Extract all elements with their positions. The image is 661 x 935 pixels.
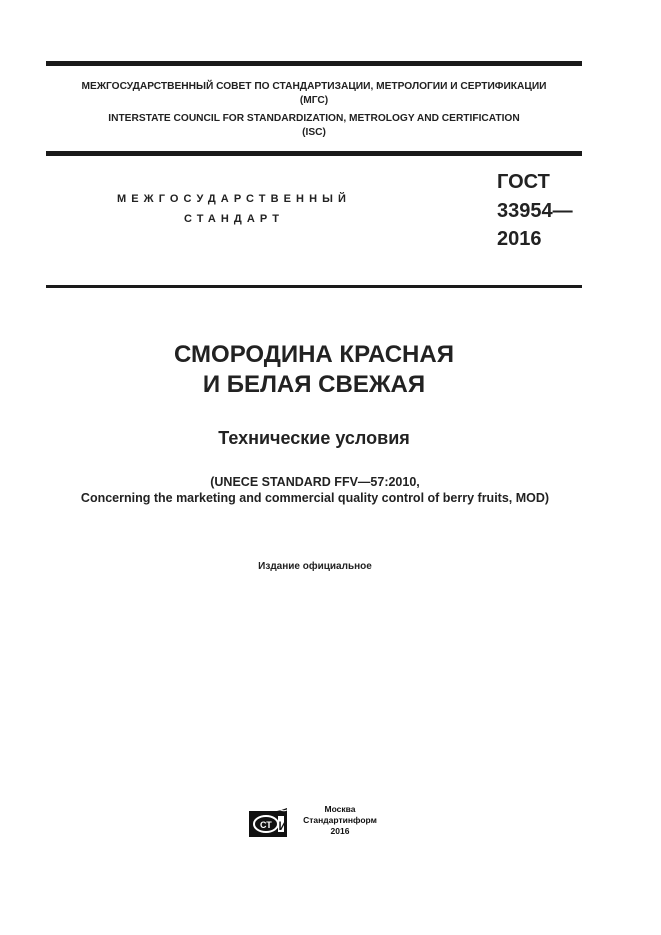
council-abbr-en: (ISC) [302,127,326,138]
standard-kind-line1: МЕЖГОСУДАРСТВЕННЫЙ [116,193,352,205]
svg-text:СТ: СТ [260,820,272,830]
council-name-ru: МЕЖГОСУДАРСТВЕННЫЙ СОВЕТ ПО СТАНДАРТИЗАЦИИ, МЕТРОЛОГИИ И СЕРТИФИКАЦИИ [81,81,547,92]
council-name-en: INTERSTATE COUNCIL FOR STANDARDIZATION, METROLOGY AND CERTIFICATION [108,113,520,124]
designation-line2: 33954— [497,199,573,222]
edition-label: Издание официальное [258,561,372,572]
title-line2: И БЕЛАЯ СВЕЖАЯ [202,371,426,398]
publisher-info [290,804,390,837]
publisher-name: Стандартинформ [303,815,377,825]
standard-designation [497,168,573,254]
publisher-year: 2016 [330,826,350,836]
top-rule [46,61,582,66]
document-subtitle: Технические условия [218,428,410,448]
reference-line2: Concerning the marketing and commercial quality control of berry fruits, MOD) [80,491,550,505]
svg-text:И: И [278,819,287,833]
designation-rule [46,285,582,288]
reference-line1: (UNECE STANDARD FFV—57:2010, [210,475,420,489]
council-header-en [46,112,582,140]
standard-kind-line2: СТАНДАРТ [183,213,285,225]
document-title [0,340,628,400]
designation-line1: ГОСТ [497,171,550,193]
council-abbr-ru: (МГС) [299,95,329,106]
designation-line3: 2016 [497,228,542,250]
header-bottom-rule [46,151,582,156]
title-line1: СМОРОДИНА КРАСНАЯ [174,341,454,368]
reference-standard [0,474,630,506]
publisher-city: Москва [324,804,356,814]
gost-standard-mark-icon [249,808,287,837]
standard-kind [96,189,372,229]
council-header-ru [46,80,582,108]
